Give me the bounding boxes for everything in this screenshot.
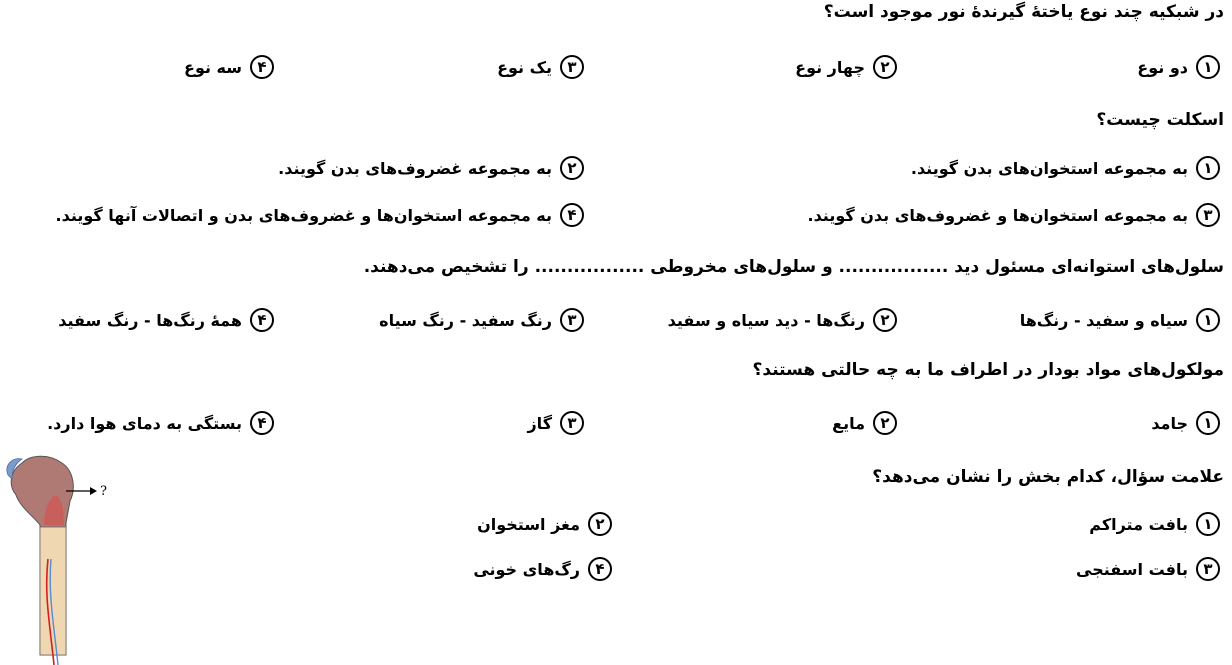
q5-option-3[interactable] [1076, 557, 1220, 581]
option-number-badge: ۱ [1196, 411, 1220, 435]
option-text: به مجموعه غضروف‌های بدن گویند. [278, 158, 552, 178]
option-number-badge: ۲ [588, 512, 612, 536]
q1-option-3[interactable] [497, 55, 584, 79]
q3-option-1[interactable] [1020, 308, 1220, 332]
option-number-badge: ۳ [1196, 203, 1220, 227]
q2-option-3[interactable] [807, 203, 1220, 227]
bone-figure [0, 455, 120, 665]
option-number-badge: ۲ [873, 55, 897, 79]
option-number-badge: ۲ [873, 411, 897, 435]
figure-question-mark: ? [100, 484, 107, 499]
question-2-text: اسکلت چیست؟ [1096, 110, 1224, 130]
option-number-badge: ۴ [250, 55, 274, 79]
option-text: دو نوع [1137, 57, 1188, 77]
option-number-badge: ۲ [560, 156, 584, 180]
q4-option-1[interactable] [1151, 411, 1220, 435]
question-1-text: در شبکیه چند نوع یاختهٔ گیرندهٔ نور موجود است؟ [823, 2, 1224, 22]
q1-option-4[interactable] [184, 55, 274, 79]
option-number-badge: ۴ [588, 557, 612, 581]
option-text: سیاه و سفید - رنگ‌ها [1019, 310, 1188, 330]
option-text: رنگ‌ها - دید سیاه و سفید [667, 310, 865, 330]
option-text: چهار نوع [795, 57, 865, 77]
q5-option-1[interactable] [1089, 512, 1220, 536]
option-text: رنگ سفید - رنگ سیاه [379, 310, 552, 330]
option-number-badge: ۲ [873, 308, 897, 332]
q4-option-3[interactable] [527, 411, 584, 435]
option-text: به مجموعه استخوان‌های بدن گویند. [910, 158, 1188, 178]
q5-option-2[interactable] [477, 512, 612, 536]
option-number-badge: ۴ [560, 203, 584, 227]
option-number-badge: ۳ [1196, 557, 1220, 581]
option-text: جامد [1151, 413, 1188, 433]
q1-option-2[interactable] [795, 55, 897, 79]
q5-option-4[interactable] [473, 557, 612, 581]
option-text: همهٔ رنگ‌ها - رنگ سفید [58, 310, 242, 330]
option-number-badge: ۳ [560, 411, 584, 435]
q4-option-2[interactable] [832, 411, 897, 435]
option-text: یک نوع [497, 57, 552, 77]
arrow-head-icon [90, 487, 97, 495]
question-3-text: سلول‌های استوانه‌ای مسئول دید ................. و سلول‌های مخروطی ................. را تشخیص می‌دهند. [363, 257, 1224, 277]
option-text: بستگی به دمای هوا دارد. [47, 413, 242, 433]
option-text: مغز استخوان [477, 514, 580, 534]
option-text: بافت متراکم [1089, 514, 1188, 534]
option-number-badge: ۱ [1196, 308, 1220, 332]
option-number-badge: ۴ [250, 308, 274, 332]
option-number-badge: ۱ [1196, 512, 1220, 536]
q2-option-1[interactable] [911, 156, 1220, 180]
option-number-badge: ۳ [560, 308, 584, 332]
option-text: به مجموعه استخوان‌ها و غضروف‌های بدن و اتصالات آنها گویند. [55, 205, 552, 225]
option-number-badge: ۳ [560, 55, 584, 79]
question-4-text: مولکول‌های مواد بودار در اطراف ما به چه حالتی هستند؟ [752, 360, 1224, 380]
option-number-badge: ۱ [1196, 156, 1220, 180]
question-5-text: علامت سؤال، کدام بخش را نشان می‌دهد؟ [872, 467, 1224, 487]
option-text: به مجموعه استخوان‌ها و غضروف‌های بدن گویند. [807, 205, 1188, 225]
q3-option-2[interactable] [668, 308, 897, 332]
option-text: گاز [527, 413, 552, 433]
option-text: سه نوع [184, 57, 242, 77]
q2-option-2[interactable] [278, 156, 584, 180]
q3-option-4[interactable] [58, 308, 274, 332]
q2-option-4[interactable] [56, 203, 584, 227]
q4-option-4[interactable] [47, 411, 274, 435]
option-text: مایع [832, 413, 865, 433]
option-text: بافت اسفنجی [1076, 559, 1188, 579]
q1-option-1[interactable] [1137, 55, 1220, 79]
q3-option-3[interactable] [379, 308, 584, 332]
bone-shaft [40, 527, 66, 655]
option-number-badge: ۱ [1196, 55, 1220, 79]
option-number-badge: ۴ [250, 411, 274, 435]
option-text: رگ‌های خونی [473, 559, 580, 579]
